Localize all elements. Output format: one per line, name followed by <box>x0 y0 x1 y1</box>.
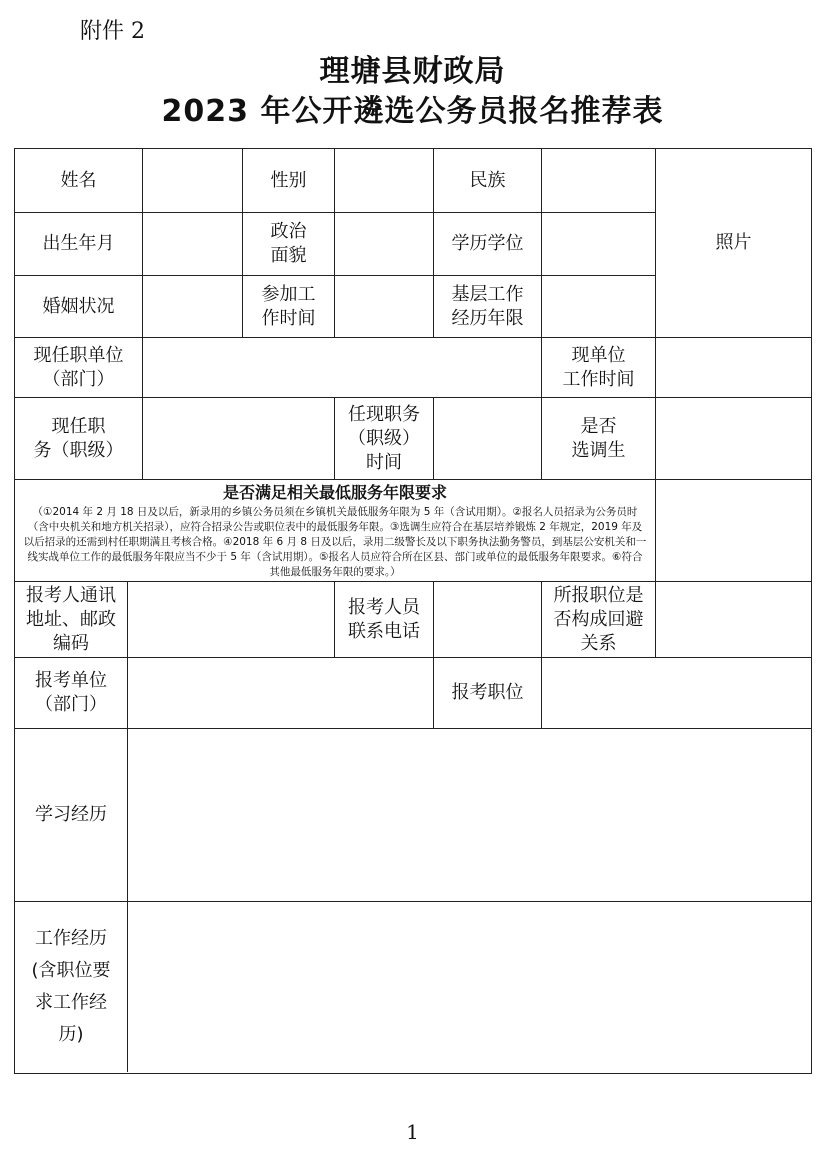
label-avoidance: 所报职位是 否构成回避 关系 <box>542 582 656 658</box>
label-current-post: 现任职 务（职级） <box>15 398 143 480</box>
label-work: 工作经历 (含职位要 求工作经 历) <box>15 902 128 1072</box>
service-requirement-title: 是否满足相关最低服务年限要求 <box>222 483 447 502</box>
field-apply-post[interactable] <box>542 658 811 729</box>
field-work-start[interactable] <box>335 276 434 338</box>
page-subtitle: 2023 年公开遴选公务员报名推荐表 <box>161 94 664 129</box>
field-gender[interactable] <box>335 149 434 213</box>
label-post-time: 任现职务 （职级） 时间 <box>335 398 434 480</box>
page-title: 理塘县财政局 <box>319 54 506 89</box>
field-address[interactable] <box>128 582 335 658</box>
field-selected[interactable] <box>656 398 811 480</box>
label-gender: 性别 <box>243 149 335 213</box>
field-study[interactable] <box>128 729 811 902</box>
field-service-requirement[interactable] <box>656 480 811 582</box>
field-apply-unit[interactable] <box>128 658 434 729</box>
label-phone: 报考人员 联系电话 <box>335 582 434 658</box>
label-name: 姓名 <box>15 149 143 213</box>
label-ethnicity: 民族 <box>434 149 542 213</box>
field-education[interactable] <box>542 213 656 276</box>
field-work[interactable] <box>128 902 811 1072</box>
field-phone[interactable] <box>434 582 542 658</box>
label-selected: 是否 选调生 <box>542 398 656 480</box>
label-education: 学历学位 <box>434 213 542 276</box>
label-current-unit: 现任职单位 （部门） <box>15 338 143 398</box>
field-birth[interactable] <box>143 213 243 276</box>
registration-form-table <box>14 148 812 1074</box>
label-political: 政治 面貌 <box>243 213 335 276</box>
field-ethnicity[interactable] <box>542 149 656 213</box>
field-avoidance[interactable] <box>656 582 811 658</box>
service-requirement-cell <box>15 480 656 582</box>
label-apply-post: 报考职位 <box>434 658 542 729</box>
field-unit-time[interactable] <box>656 338 811 398</box>
field-post-time[interactable] <box>434 398 542 480</box>
label-marital: 婚姻状况 <box>15 276 143 338</box>
label-study: 学习经历 <box>15 729 128 902</box>
field-marital[interactable] <box>143 276 243 338</box>
photo-box[interactable]: 照片 <box>656 149 811 338</box>
field-grassroots[interactable] <box>542 276 656 338</box>
label-address: 报考人通讯 地址、邮政 编码 <box>15 582 128 658</box>
field-current-unit[interactable] <box>143 338 542 398</box>
attachment-label: 附件 2 <box>80 19 145 44</box>
field-political[interactable] <box>335 213 434 276</box>
field-current-post[interactable] <box>143 398 335 480</box>
label-grassroots: 基层工作 经历年限 <box>434 276 542 338</box>
service-requirement-note: （①2014 年 2 月 18 日及以后，新录用的乡镇公务员须在乡镇机关最低服务年限为 5 年（含试用期）。②报名人员招录为公务员时（含中央机关和地方机关招录），应符合招录公告或职位表中的最低服务年限。③选调生应符合在基层培养锻炼 2 年规定，2019 年及以后招录的还需到村任职期满且考核合格。④2018 年 6 月 8 日及以后，录用二级警长及以下职务执法勤务警员，到基层公安机关和一线实战单位工作的最低服务年限应当不少于 5 年（含试用期）。⑤报名人员应符合所在区县、部门或单位的最低服务年限要求。⑥符合其他最低服务年限的要求。） <box>23 506 647 578</box>
label-birth: 出生年月 <box>15 213 143 276</box>
label-work-start: 参加工 作时间 <box>243 276 335 338</box>
page-number: 1 <box>406 1120 419 1144</box>
label-apply-unit: 报考单位 （部门） <box>15 658 128 729</box>
label-unit-time: 现单位 工作时间 <box>542 338 656 398</box>
field-name[interactable] <box>143 149 243 213</box>
